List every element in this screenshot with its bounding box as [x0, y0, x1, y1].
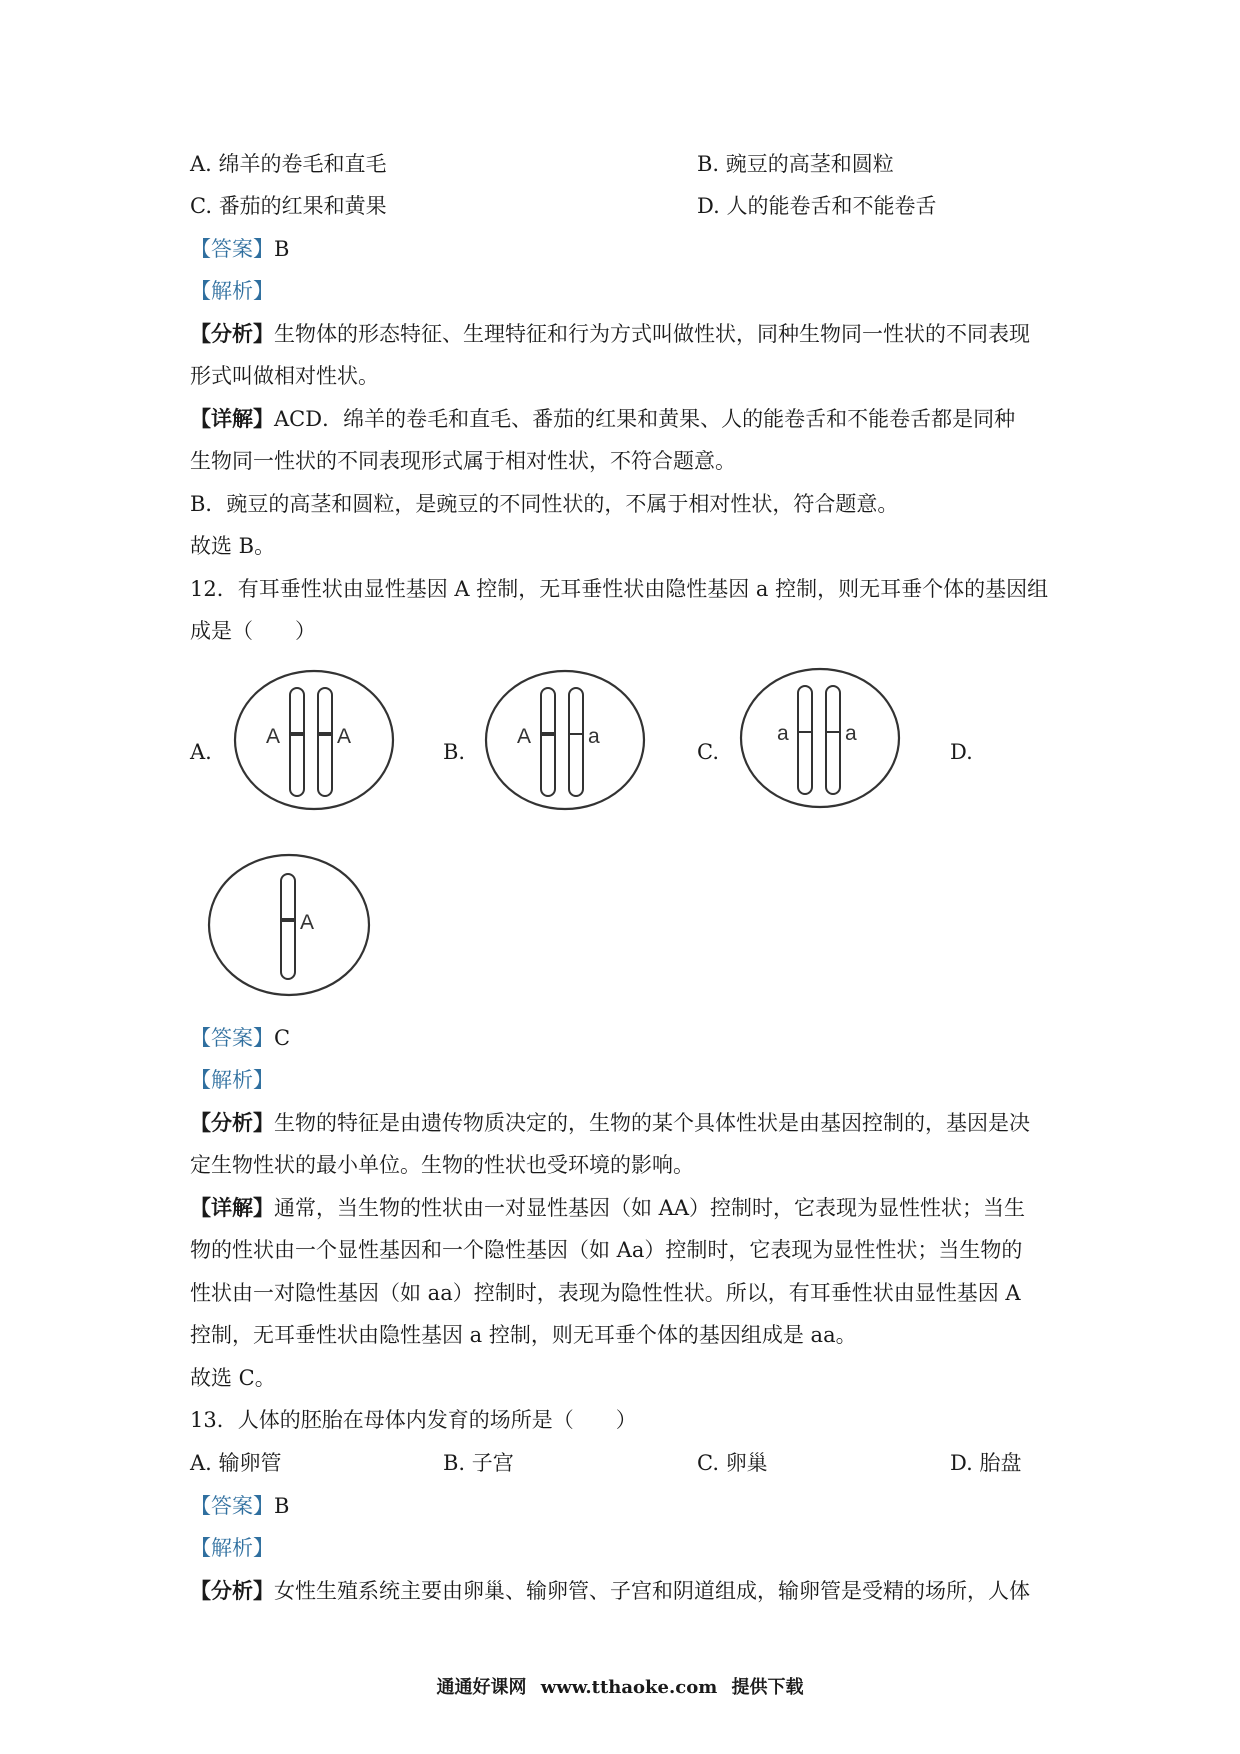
- q12-option-c-letter: C.: [697, 740, 719, 764]
- answer-tag: 【答案】: [190, 1026, 274, 1050]
- q13-fenxi: 【分析】女性生殖系统主要由卵巢、输卵管、子宫和阴道组成，输卵管是受精的场所，人体: [190, 1578, 1030, 1603]
- footer-site: 通通好课网: [436, 1677, 527, 1698]
- q11-answer: [190, 235, 289, 263]
- q11-conclusion: 故选 B。: [190, 534, 276, 558]
- q11-fenxi: 【分析】生物体的形态特征、生理特征和行为方式叫做性状，同种生物同一性状的不同表现: [190, 321, 1030, 346]
- q12-fenxi: 【分析】生物的特征是由遗传物质决定的，生物的某个具体性状是由基因控制的，基因是决: [190, 1110, 1030, 1135]
- answer-value: B: [274, 1494, 290, 1518]
- gene-label-right: a: [845, 722, 857, 745]
- q12-fenxi-cont: 定生物性状的最小单位。生物的性状也受环境的影响。: [190, 1153, 694, 1177]
- cell-outline: [486, 671, 644, 809]
- cell-outline: [235, 671, 393, 809]
- q12-conclusion: 故选 C。: [190, 1366, 276, 1390]
- q12-xiangjie-cont-1: 物的性状由一个显性基因和一个隐性基因（如 Aa）控制时，它表现为显性性状；当生物的: [190, 1238, 1023, 1262]
- q12-stem: 12．有耳垂性状由显性基因 A 控制，无耳垂性状由隐性基因 a 控制，则无耳垂个体的基因组: [190, 577, 1049, 601]
- q13-option-b: B. 子宫: [443, 1451, 514, 1475]
- gene-label-right: A: [337, 725, 352, 748]
- q12-xiangjie-cont-3: 控制，无耳垂性状由隐性基因 a 控制，则无耳垂个体的基因组成是 aa。: [190, 1323, 857, 1347]
- q12-option-d-letter: D.: [950, 740, 973, 764]
- gene-label-left: A: [517, 725, 532, 748]
- chromosome: [290, 688, 304, 796]
- q12-option-a-letter: A.: [190, 740, 212, 764]
- cell-figure-single-a: [206, 852, 372, 998]
- page-footer: [0, 1673, 1240, 1699]
- q12-option-b-letter: B.: [443, 740, 466, 764]
- cell-figure-aa-recessive: [738, 666, 902, 810]
- cell-figure-aa: [232, 668, 396, 812]
- q13-analysis-tag: 【解析】: [190, 1536, 274, 1560]
- gene-label-left: A: [266, 725, 281, 748]
- fenxi-tag: 【分析】: [190, 321, 274, 346]
- q11-line-b: B．豌豆的高茎和圆粒，是豌豆的不同性状的，不属于相对性状，符合题意。: [190, 492, 899, 516]
- answer-value: B: [274, 237, 290, 261]
- answer-tag: 【答案】: [190, 1494, 274, 1518]
- chromosome: [798, 686, 812, 794]
- chromosome: [569, 688, 583, 796]
- gene-label-left: a: [777, 722, 789, 745]
- fenxi-tag: 【分析】: [190, 1578, 274, 1603]
- xiangjie-tag: 【详解】: [190, 1195, 274, 1220]
- q13-stem: 13．人体的胚胎在母体内发育的场所是（ ）: [190, 1408, 637, 1432]
- cell-figure-aa-hetero: [483, 668, 647, 812]
- xiangjie-tag: 【详解】: [190, 406, 274, 431]
- chromosome: [541, 688, 555, 796]
- chromosome: [318, 688, 332, 796]
- footer-suffix: 提供下载: [731, 1677, 804, 1698]
- fenxi-tag: 【分析】: [190, 1110, 274, 1135]
- q13-option-c: C. 卵巢: [697, 1451, 768, 1475]
- q13-answer: [190, 1492, 289, 1520]
- q11-option-b: B. 豌豆的高茎和圆粒: [697, 152, 894, 176]
- gene-label-right: a: [588, 725, 600, 748]
- chromosome: [826, 686, 840, 794]
- answer-tag: 【答案】: [190, 237, 274, 261]
- q11-xiangjie-cont: 生物同一性状的不同表现形式属于相对性状，不符合题意。: [190, 449, 736, 473]
- q12-answer: [190, 1024, 290, 1052]
- q11-fenxi-cont: 形式叫做相对性状。: [190, 364, 379, 388]
- q12-analysis-tag: 【解析】: [190, 1068, 274, 1092]
- q11-option-c: C. 番茄的红果和黄果: [190, 194, 387, 218]
- q11-option-d: D. 人的能卷舌和不能卷舌: [697, 194, 937, 218]
- footer-url[interactable]: www.tthaoke.com: [540, 1677, 718, 1698]
- q11-xiangjie: 【详解】ACD．绵羊的卷毛和直毛、番茄的红果和黄果、人的能卷舌和不能卷舌都是同种: [190, 406, 1016, 431]
- answer-value: C: [274, 1026, 291, 1050]
- q11-analysis-tag: 【解析】: [190, 279, 274, 303]
- q11-option-a: A. 绵羊的卷毛和直毛: [190, 152, 387, 176]
- q13-option-a: A. 输卵管: [190, 1451, 282, 1475]
- chromosome: [281, 874, 295, 979]
- q13-option-d: D. 胎盘: [950, 1451, 1022, 1475]
- q12-xiangjie: 【详解】通常，当生物的性状由一对显性基因（如 AA）控制时，它表现为显性性状；当生: [190, 1195, 1026, 1220]
- gene-label: A: [300, 911, 315, 934]
- q12-xiangjie-cont-2: 性状由一对隐性基因（如 aa）控制时，表现为隐性性状。所以，有耳垂性状由显性基因 A: [190, 1281, 1021, 1305]
- q12-stem-cont: 成是（ ）: [190, 619, 316, 643]
- cell-outline: [741, 669, 899, 807]
